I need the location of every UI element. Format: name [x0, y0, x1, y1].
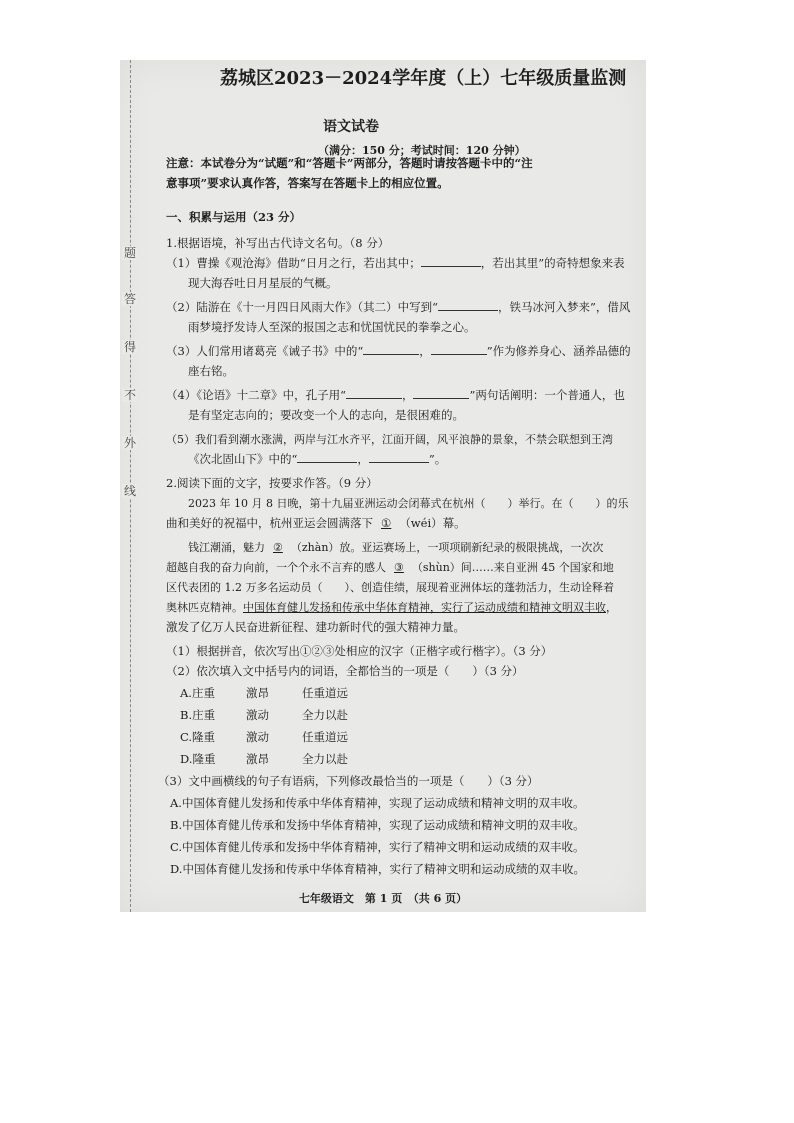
passage-blank-1: ① — [381, 516, 392, 530]
q1-item-2-text-a: （2）陆游在《十一月四日风雨大作》（其二）中写到“ — [166, 300, 438, 314]
answer-blank — [431, 342, 487, 355]
option-word: 激动 — [246, 730, 269, 744]
question-1-stem: 1.根据语境，补写出古代诗文名句。（8 分） — [166, 236, 390, 250]
gutter-char: 题 — [123, 246, 136, 260]
gutter-char: 答 — [123, 292, 136, 306]
q1-item-4-cont: 是有坚定志向的；要改变一个人的志向，是很困难的。 — [188, 408, 464, 422]
option-word: 全力以赴 — [302, 752, 348, 766]
q1-item-5-text-b: 《次北固山下》中的“ — [188, 452, 298, 466]
answer-blank — [369, 450, 429, 463]
q1-item-3-text-b: ， — [419, 344, 431, 358]
q1-item-3 — [166, 342, 631, 361]
q1-item-5: （5）我们看到潮水涨满，两岸与江水齐平，江面开阔，风平浪静的景象，不禁会联想到王湾 — [166, 433, 613, 446]
gutter-char: 线 — [123, 484, 136, 498]
answer-blank — [438, 298, 498, 311]
q1-item-5-text-c: ， — [357, 452, 369, 466]
answer-blank — [297, 450, 357, 463]
answer-blank — [413, 386, 469, 399]
binding-gutter — [120, 60, 160, 912]
q2-sub-1: （1）根据拼音，依次写出①②③处相应的汉字（正楷字或行楷字）。（3 分） — [166, 644, 553, 658]
question-2-stem: 2.阅读下面的文字，按要求作答。（9 分） — [166, 476, 378, 490]
passage-text: 奥林匹克精神。 — [166, 601, 243, 614]
q1-item-1 — [166, 254, 625, 273]
passage-line — [166, 598, 617, 617]
passage-line — [166, 514, 466, 533]
passage-text: 曲和美好的祝福中，杭州亚运会圆满落下 — [166, 516, 373, 530]
option-word: D.隆重 — [180, 752, 216, 766]
option-word: 激昂 — [246, 686, 269, 700]
q1-item-2-cont: 雨梦境抒发诗人至深的报国之志和忧国忧民的拳拳之心。 — [188, 320, 476, 334]
option-word: 激动 — [246, 708, 269, 722]
exam-paper — [120, 60, 646, 912]
gutter-char: 不 — [123, 388, 136, 402]
option-word: B.庄重 — [180, 708, 216, 722]
notice-line-1: 注意：本试卷分为“试题”和“答题卡”两部分，答题时请按答题卡中的“注 — [166, 156, 533, 170]
answer-blank — [421, 254, 481, 267]
page-footer: 七年级语文 第 1 页 （共 6 页） — [298, 892, 468, 905]
q1-item-5-cont — [188, 450, 446, 469]
exam-meta: （满分：150 分；考试时间：120 分钟） — [318, 144, 526, 157]
q1-item-5-text-d: ”。 — [428, 452, 447, 466]
q1-item-4-text-b: ， — [401, 388, 414, 402]
option-word: 任重道远 — [302, 730, 348, 744]
option-sentence: B.中国体育健儿传承和发扬中华体育精神，实现了运动成绩和精神文明的双丰收。 — [170, 818, 585, 832]
option-sentence: A.中国体育健儿发扬和传承中华体育精神，实现了运动成绩和精神文明的双丰收。 — [170, 796, 585, 810]
answer-blank — [346, 386, 402, 399]
q1-item-3-cont: 座右铭。 — [188, 364, 234, 378]
q1-item-4-text-c: ”两句话阐明：一个普通人，也 — [469, 388, 625, 402]
passage-text: ， — [606, 601, 617, 614]
option-word: 全力以赴 — [302, 708, 348, 722]
passage-blank-3: ③ — [394, 561, 404, 574]
passage-line: 激发了亿万人民奋进新征程、建功新时代的强大精神力量。 — [166, 620, 465, 634]
passage-line: 2023 年 10 月 8 日晚，第十九届亚洲运动会闭幕式在杭州（ ）举行。在（ ）的乐 — [188, 497, 629, 510]
option-row — [180, 750, 348, 769]
passage-blank-2: ② — [273, 541, 283, 554]
passage-text: （zhàn）放。亚运赛场上，一项项刷新纪录的极限挑战，一次次 — [290, 541, 604, 554]
section-heading: 一、积累与运用（23 分） — [166, 210, 302, 224]
q2-sub-2: （2）依次填入文中括号内的词语，全都恰当的一项是（ ）（3 分） — [166, 664, 524, 678]
q1-item-1-cont: 现大海吞吐日月星辰的气概。 — [188, 276, 338, 290]
q1-item-4 — [166, 386, 625, 405]
faulty-sentence: 中国体育健儿发扬和传承中华体育精神，实行了运动成绩和精神文明双丰收 — [243, 601, 606, 614]
q1-item-1-text-a: （1）曹操《观沧海》借助“日月之行，若出其中； — [166, 256, 421, 270]
passage-text: 钱江潮涌，魅力 — [188, 541, 265, 554]
gutter-char: 得 — [123, 340, 136, 354]
option-word: 任重道远 — [302, 686, 348, 700]
gutter-char: 外 — [123, 436, 136, 450]
option-word: 激昂 — [246, 752, 269, 766]
option-row — [180, 728, 348, 747]
option-row — [180, 706, 348, 725]
passage-text: 超越自我的奋力向前，一个个永不言弃的感人 — [166, 561, 386, 574]
q1-item-4-text-a: （4）《论语》十二章》中，孔子用“ — [166, 388, 346, 402]
q2-sub-3: （3）文中画横线的句子有语病，下列修改最恰当的一项是（ ）（3 分） — [158, 774, 539, 788]
exam-title: 荔城区2023－2024学年度（上）七年级质量监测 — [220, 68, 627, 89]
option-sentence: C.中国体育健儿传承和发扬中华体育精神，实行了精神文明和运动成绩的双丰收。 — [170, 840, 585, 854]
option-word: C.隆重 — [180, 730, 216, 744]
q1-item-1-text-b: ，若出其里”的奇特想象来表 — [480, 256, 625, 270]
answer-blank — [363, 342, 419, 355]
q1-item-3-text-a: （3）人们常用诸葛亮《诫子书》中的“ — [166, 344, 364, 358]
passage-text: （shùn）间……来自亚洲 45 个国家和地 — [411, 561, 614, 574]
passage-text: （wéi）幕。 — [399, 516, 466, 530]
option-row — [180, 684, 348, 703]
passage-line — [166, 558, 614, 577]
notice-line-2: 意事项”要求认真作答，答案写在答题卡上的相应位置。 — [166, 176, 449, 190]
q1-item-2 — [166, 298, 630, 317]
exam-subject: 语文试卷 — [323, 119, 379, 135]
option-word: A.庄重 — [180, 686, 215, 700]
q1-item-3-text-c: ”作为修养身心、涵养品德的 — [486, 344, 631, 358]
option-sentence: D.中国体育健儿发扬和传承中华体育精神，实行了精神文明和运动成绩的双丰收。 — [170, 862, 585, 876]
passage-line: 区代表团的 1.2 万多名运动员（ ）、创造佳绩，展现着亚洲体坛的蓬勃活力，生动诠释着 — [166, 581, 614, 594]
passage-line — [188, 538, 603, 557]
q1-item-2-text-b: ，铁马冰河入梦来”，借风 — [497, 300, 631, 314]
